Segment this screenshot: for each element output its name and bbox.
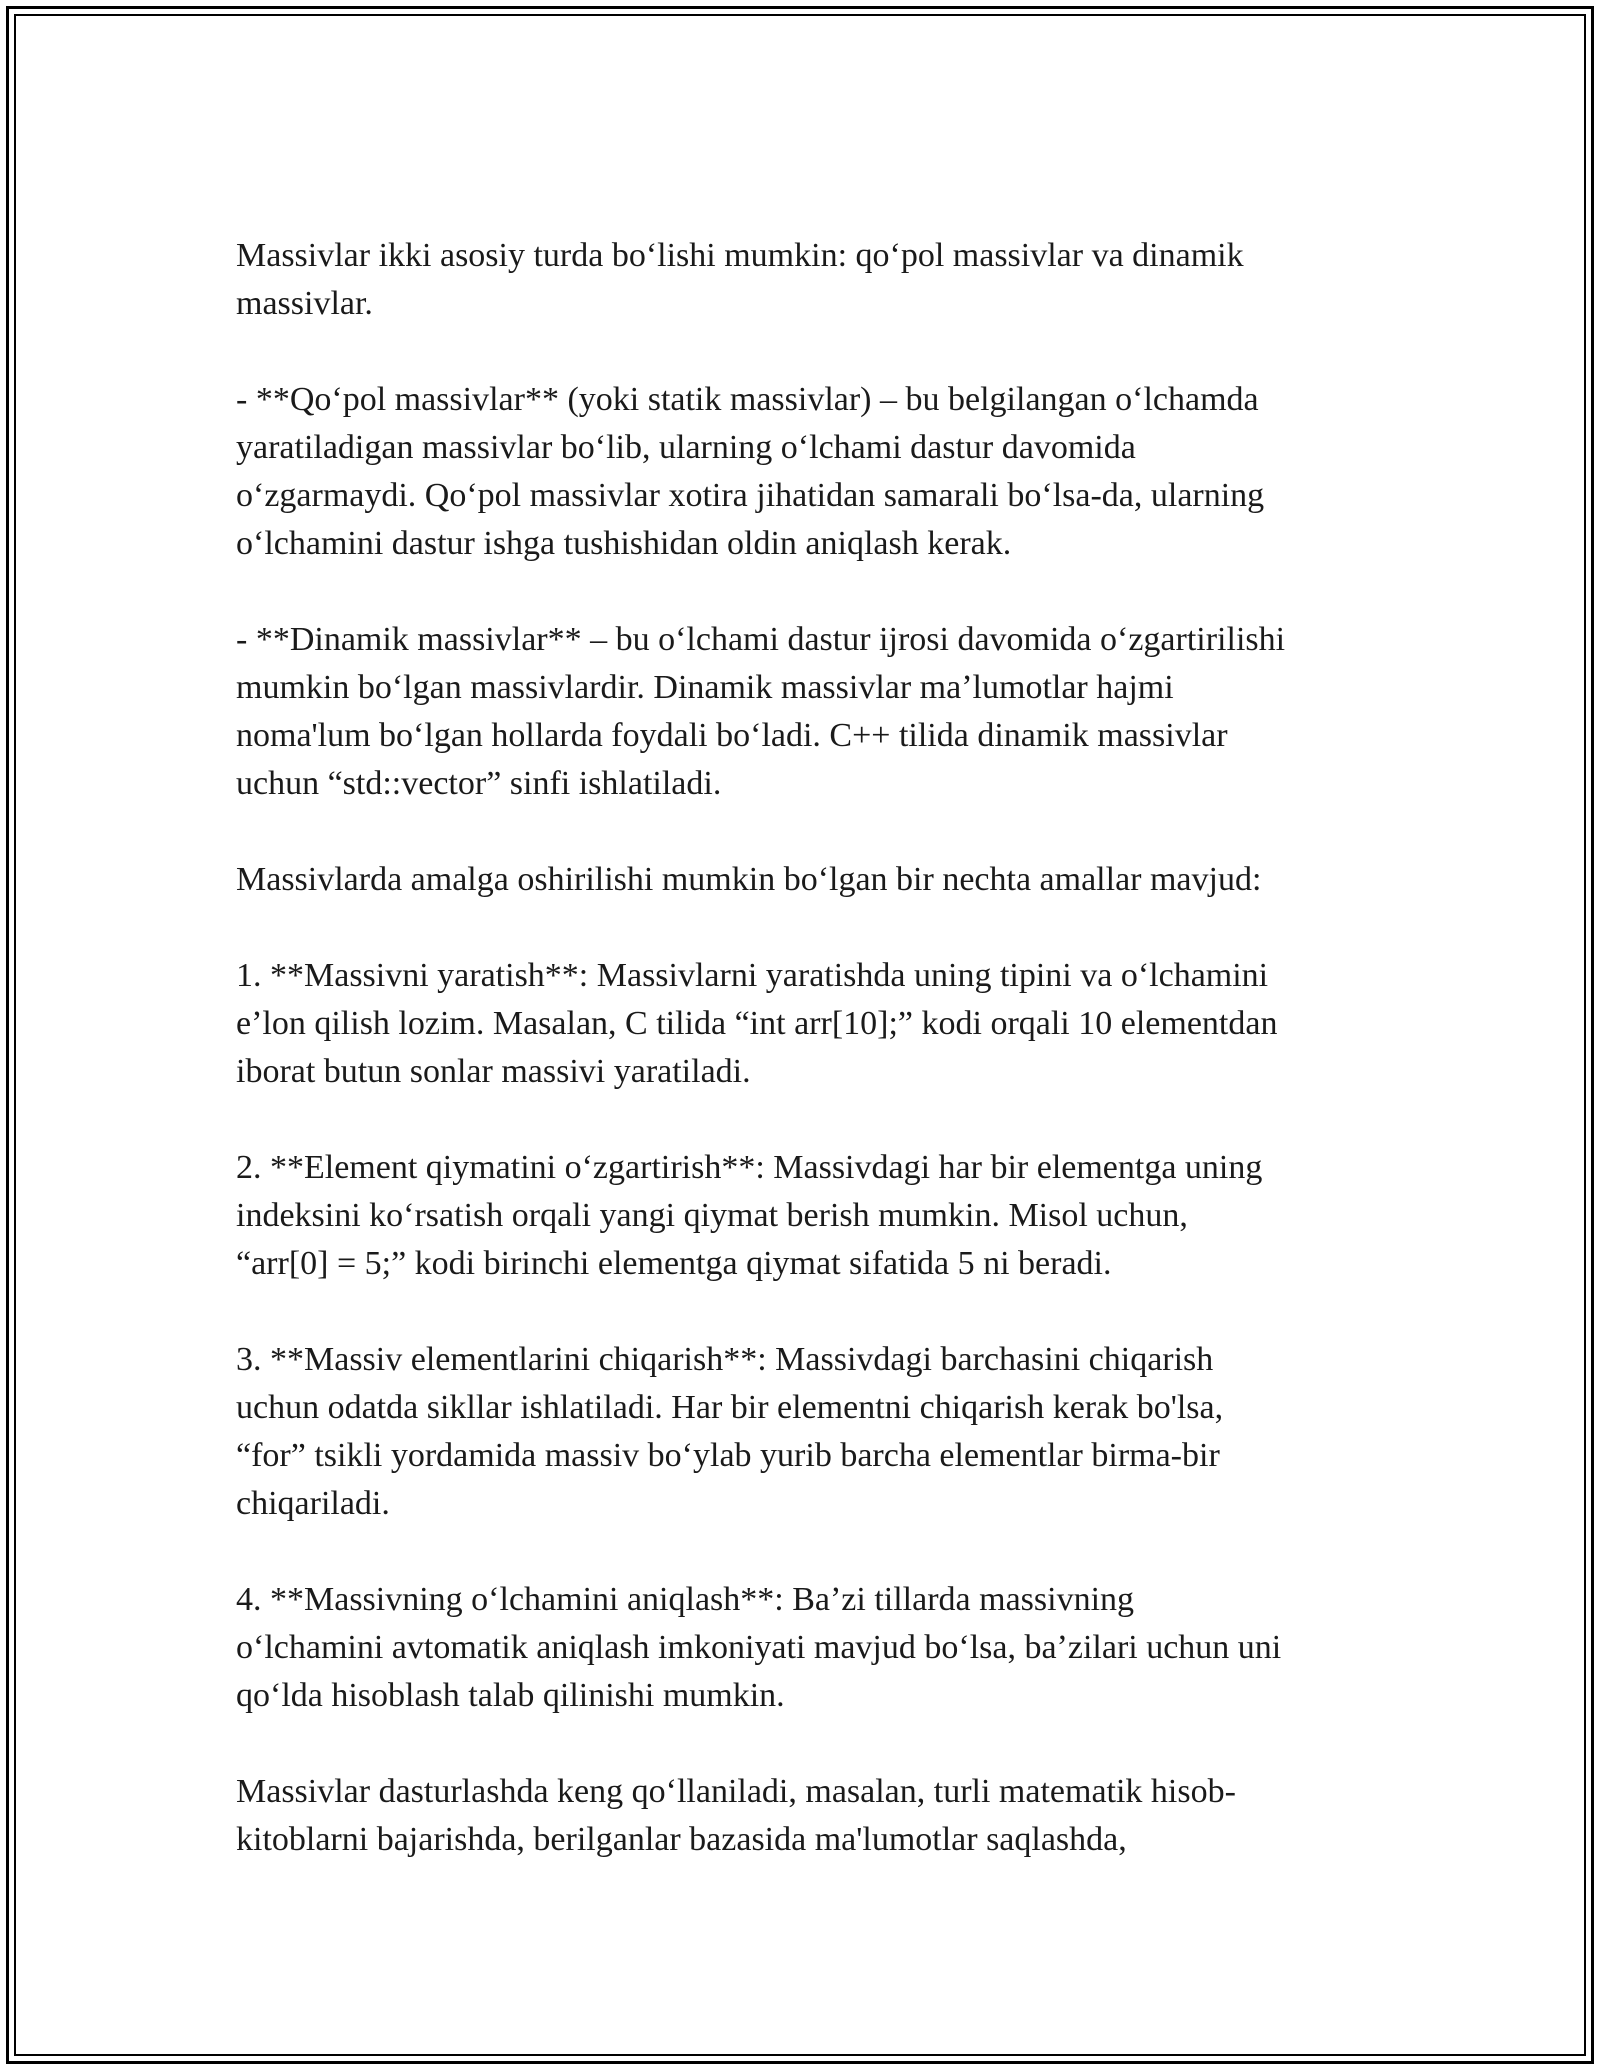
text-line: oʻlchamini dastur ishga tushishidan oldin aniqlash kerak. [236,525,1012,562]
text-line: qoʻlda hisoblash talab qilinishi mumkin. [236,1677,785,1714]
text-line: eʼlon qilish lozim. Masalan, C tilida “int arr[10];” kodi orqali 10 elementdan [236,1005,1278,1042]
text-line: uchun odatda sikllar ishlatiladi. Har bir elementni chiqarish kerak bo'lsa, [236,1389,1224,1426]
text-line: kitoblarni bajarishda, berilganlar bazasida ma'lumotlar saqlashda, [236,1821,1127,1858]
paragraph-item-3 [236,1336,1376,1528]
paragraph-item-4 [236,1576,1376,1720]
text-line: indeksini koʻrsatish orqali yangi qiymat berish mumkin. Misol uchun, [236,1197,1188,1234]
text-line: “for” tsikli yordamida massiv boʻylab yurib barcha elementlar birma-bir [236,1437,1220,1474]
text-line: 3. **Massiv elementlarini chiqarish**: Massivdagi barchasini chiqarish [236,1341,1214,1378]
paragraph-operations-intro [236,856,1376,904]
text-line: oʻlchamini avtomatik aniqlash imkoniyati mavjud boʻlsa, baʼzilari uchun uni [236,1629,1282,1666]
text-line: 4. **Massivning oʻlchamini aniqlash**: Baʼzi tillarda massivning [236,1581,1135,1618]
text-line: “arr[0] = 5;” kodi birinchi elementga qiymat sifatida 5 ni beradi. [236,1245,1112,1282]
text-line: Massivlar ikki asosiy turda boʻlishi mumkin: qoʻpol massivlar va dinamik [236,237,1244,274]
paragraph-usage [236,1768,1376,1864]
text-line: uchun “std::vector” sinfi ishlatiladi. [236,765,722,802]
text-line: oʻzgarmaydi. Qoʻpol massivlar xotira jihatidan samarali boʻlsa-da, ularning [236,477,1265,514]
text-line: - **Qoʻpol massivlar** (yoki statik massivlar) – bu belgilangan oʻlchamda [236,381,1259,418]
paragraph-dynamic-arrays [236,616,1376,808]
text-line: Massivlar dasturlashda keng qoʻllaniladi, masalan, turli matematik hisob- [236,1773,1236,1810]
paragraph-item-1 [236,952,1376,1096]
text-line: 2. **Element qiymatini oʻzgartirish**: Massivdagi har bir elementga uning [236,1149,1263,1186]
text-line: yaratiladigan massivlar boʻlib, ularning oʻlchami dastur davomida [236,429,1136,466]
text-line: iborat butun sonlar massivi yaratiladi. [236,1053,751,1090]
paragraph-intro [236,232,1376,328]
paragraph-item-2 [236,1144,1376,1288]
paragraph-static-arrays [236,376,1376,568]
text-line: mumkin boʻlgan massivlardir. Dinamik massivlar maʼlumotlar hajmi [236,669,1174,706]
text-line: Massivlarda amalga oshirilishi mumkin boʻlgan bir nechta amallar mavjud: [236,861,1262,898]
text-line: 1. **Massivni yaratish**: Massivlarni yaratishda uning tipini va oʻlchamini [236,957,1269,994]
document-body [236,232,1376,1864]
text-line: massivlar. [236,285,373,322]
text-line: chiqariladi. [236,1485,390,1522]
text-line: - **Dinamik massivlar** – bu oʻlchami dastur ijrosi davomida oʻzgartirilishi [236,621,1286,658]
text-line: noma'lum boʻlgan hollarda foydali boʻladi. C++ tilida dinamik massivlar [236,717,1228,754]
